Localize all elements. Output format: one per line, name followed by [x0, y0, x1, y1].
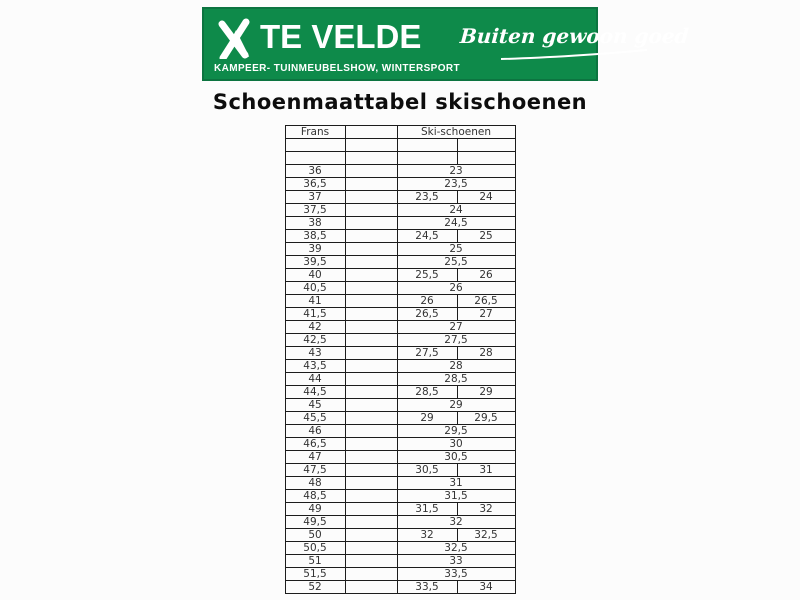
tagline-underline-swoosh: [499, 49, 649, 61]
ski-size-cell: 33,5: [397, 568, 515, 581]
frans-size-cell: 39,5: [285, 256, 345, 269]
frans-size-cell: 40,5: [285, 282, 345, 295]
spacer-cell: [345, 490, 397, 503]
ski-size-cell: 27,5: [397, 334, 515, 347]
spacer-cell: [345, 373, 397, 386]
table-row: [285, 334, 515, 347]
empty-cell: [457, 152, 515, 165]
table-row: [285, 555, 515, 568]
table-row: [285, 360, 515, 373]
spacer-cell: [345, 243, 397, 256]
ski-size-cell: 23: [397, 165, 515, 178]
spacer-cell: [345, 230, 397, 243]
table-row: [285, 321, 515, 334]
spacer-cell: [345, 516, 397, 529]
spacer-cell: [345, 542, 397, 555]
frans-size-cell: 51: [285, 555, 345, 568]
ski-size-cell: 24,5: [397, 230, 457, 243]
frans-size-cell: 41: [285, 295, 345, 308]
spacer-cell: [345, 282, 397, 295]
store-banner: [202, 7, 690, 81]
table-header-row: [285, 126, 515, 139]
table-row: [285, 399, 515, 412]
frans-size-cell: 48,5: [285, 490, 345, 503]
brand-name: TE VELDE: [260, 18, 422, 55]
table-row: [285, 204, 515, 217]
banner-subtitle: KAMPEER- TUINMEUBELSHOW, WINTERSPORT: [214, 62, 461, 74]
frans-size-cell: 43: [285, 347, 345, 360]
spacer-cell: [345, 347, 397, 360]
table-row: [285, 373, 515, 386]
banner-tagline: Buiten gewoon goed: [459, 23, 690, 48]
ski-size-cell: 25,5: [397, 256, 515, 269]
ski-size-cell: 26: [397, 282, 515, 295]
ski-size-cell: 28: [397, 360, 515, 373]
frans-size-cell: 47,5: [285, 464, 345, 477]
ski-size-cell: 30,5: [397, 464, 457, 477]
empty-cell: [345, 152, 397, 165]
table-row: [285, 425, 515, 438]
frans-size-cell: 51,5: [285, 568, 345, 581]
table-row: [285, 464, 515, 477]
table-row: [285, 243, 515, 256]
ski-size-cell: 32: [397, 516, 515, 529]
table-row: [285, 191, 515, 204]
table-row: [285, 269, 515, 282]
frans-size-cell: 36,5: [285, 178, 345, 191]
table-row: [285, 412, 515, 425]
empty-cell: [397, 139, 457, 152]
spacer-cell: [345, 295, 397, 308]
page-title: Schoenmaattabel skischoenen: [212, 90, 588, 114]
ski-size-cell: 23,5: [397, 178, 515, 191]
empty-row: [285, 152, 515, 165]
spacer-cell: [345, 581, 397, 594]
spacer-cell: [345, 308, 397, 321]
ski-size-cell: 34: [457, 581, 515, 594]
ski-size-cell: 30: [397, 438, 515, 451]
table-row: [285, 347, 515, 360]
frans-size-cell: 46: [285, 425, 345, 438]
ski-size-cell: 28,5: [397, 386, 457, 399]
spacer-cell: [345, 425, 397, 438]
ski-size-cell: 24: [457, 191, 515, 204]
table-row: [285, 568, 515, 581]
empty-cell: [285, 152, 345, 165]
ski-size-cell: 30,5: [397, 451, 515, 464]
ski-size-cell: 26,5: [397, 308, 457, 321]
frans-size-cell: 52: [285, 581, 345, 594]
frans-size-cell: 46,5: [285, 438, 345, 451]
ski-size-cell: 26,5: [457, 295, 515, 308]
table-row: [285, 256, 515, 269]
table-row: [285, 308, 515, 321]
table-row: [285, 490, 515, 503]
empty-cell: [457, 139, 515, 152]
frans-size-cell: 49: [285, 503, 345, 516]
ski-size-cell: 25: [397, 243, 515, 256]
frans-size-cell: 50,5: [285, 542, 345, 555]
spacer-cell: [345, 503, 397, 516]
ski-size-cell: 31: [457, 464, 515, 477]
spacer-cell: [345, 165, 397, 178]
spacer-cell: [345, 256, 397, 269]
ski-size-cell: 25,5: [397, 269, 457, 282]
table-row: [285, 581, 515, 594]
ski-size-cell: 27,5: [397, 347, 457, 360]
size-table-body: [285, 139, 515, 594]
ski-size-cell: 29,5: [457, 412, 515, 425]
spacer-cell: [345, 360, 397, 373]
spacer-cell: [345, 555, 397, 568]
spacer-cell: [345, 269, 397, 282]
frans-size-cell: 41,5: [285, 308, 345, 321]
ski-size-cell: 32,5: [397, 542, 515, 555]
table-row: [285, 542, 515, 555]
ski-size-cell: 31,5: [397, 503, 457, 516]
frans-size-cell: 45,5: [285, 412, 345, 425]
frans-size-cell: 37: [285, 191, 345, 204]
ski-size-cell: 29,5: [397, 425, 515, 438]
spacer-cell: [345, 477, 397, 490]
spacer-cell: [345, 412, 397, 425]
banner-left-block: [214, 15, 460, 74]
spacer-cell: [345, 334, 397, 347]
column-header-spacer: [345, 126, 397, 139]
ski-size-cell: 28,5: [397, 373, 515, 386]
ski-size-cell: 32,5: [457, 529, 515, 542]
ski-size-cell: 26: [397, 295, 457, 308]
spacer-cell: [345, 399, 397, 412]
ski-size-cell: 31,5: [397, 490, 515, 503]
frans-size-cell: 48: [285, 477, 345, 490]
frans-size-cell: 43,5: [285, 360, 345, 373]
table-row: [285, 282, 515, 295]
spacer-cell: [345, 451, 397, 464]
frans-size-cell: 49,5: [285, 516, 345, 529]
spacer-cell: [345, 568, 397, 581]
spacer-cell: [345, 438, 397, 451]
mountain-cross-icon: [214, 15, 254, 59]
frans-size-cell: 47: [285, 451, 345, 464]
spacer-cell: [345, 178, 397, 191]
table-row: [285, 516, 515, 529]
table-row: [285, 386, 515, 399]
ski-size-cell: 32: [397, 529, 457, 542]
spacer-cell: [345, 204, 397, 217]
ski-size-cell: 31: [397, 477, 515, 490]
empty-cell: [397, 152, 457, 165]
column-header-frans: Frans: [285, 126, 345, 139]
ski-size-cell: 24,5: [397, 217, 515, 230]
frans-size-cell: 36: [285, 165, 345, 178]
frans-size-cell: 42: [285, 321, 345, 334]
frans-size-cell: 37,5: [285, 204, 345, 217]
table-row: [285, 477, 515, 490]
ski-size-cell: 28: [457, 347, 515, 360]
frans-size-cell: 42,5: [285, 334, 345, 347]
table-row: [285, 438, 515, 451]
table-row: [285, 295, 515, 308]
spacer-cell: [345, 529, 397, 542]
frans-size-cell: 45: [285, 399, 345, 412]
ski-size-cell: 23,5: [397, 191, 457, 204]
frans-size-cell: 38,5: [285, 230, 345, 243]
frans-size-cell: 44: [285, 373, 345, 386]
frans-size-cell: 40: [285, 269, 345, 282]
table-row: [285, 230, 515, 243]
ski-size-cell: 29: [397, 399, 515, 412]
ski-size-cell: 33: [397, 555, 515, 568]
ski-size-cell: 26: [457, 269, 515, 282]
frans-size-cell: 50: [285, 529, 345, 542]
frans-size-cell: 38: [285, 217, 345, 230]
table-row: [285, 529, 515, 542]
ski-size-cell: 32: [457, 503, 515, 516]
ski-size-cell: 27: [397, 321, 515, 334]
empty-cell: [345, 139, 397, 152]
frans-size-cell: 44,5: [285, 386, 345, 399]
ski-size-cell: 29: [397, 412, 457, 425]
ski-size-cell: 29: [457, 386, 515, 399]
spacer-cell: [345, 464, 397, 477]
table-row: [285, 217, 515, 230]
ski-size-cell: 33,5: [397, 581, 457, 594]
ski-size-cell: 27: [457, 308, 515, 321]
table-row: [285, 451, 515, 464]
banner-right-block: [460, 24, 689, 65]
ski-size-cell: 25: [457, 230, 515, 243]
table-row: [285, 165, 515, 178]
spacer-cell: [345, 386, 397, 399]
empty-row: [285, 139, 515, 152]
frans-size-cell: 39: [285, 243, 345, 256]
logo-row: [214, 15, 460, 59]
ski-size-cell: 24: [397, 204, 515, 217]
spacer-cell: [345, 321, 397, 334]
table-row: [285, 503, 515, 516]
spacer-cell: [345, 191, 397, 204]
size-table: [285, 125, 516, 594]
table-row: [285, 178, 515, 191]
column-header-ski-schoenen: Ski-schoenen: [397, 126, 515, 139]
spacer-cell: [345, 217, 397, 230]
empty-cell: [285, 139, 345, 152]
